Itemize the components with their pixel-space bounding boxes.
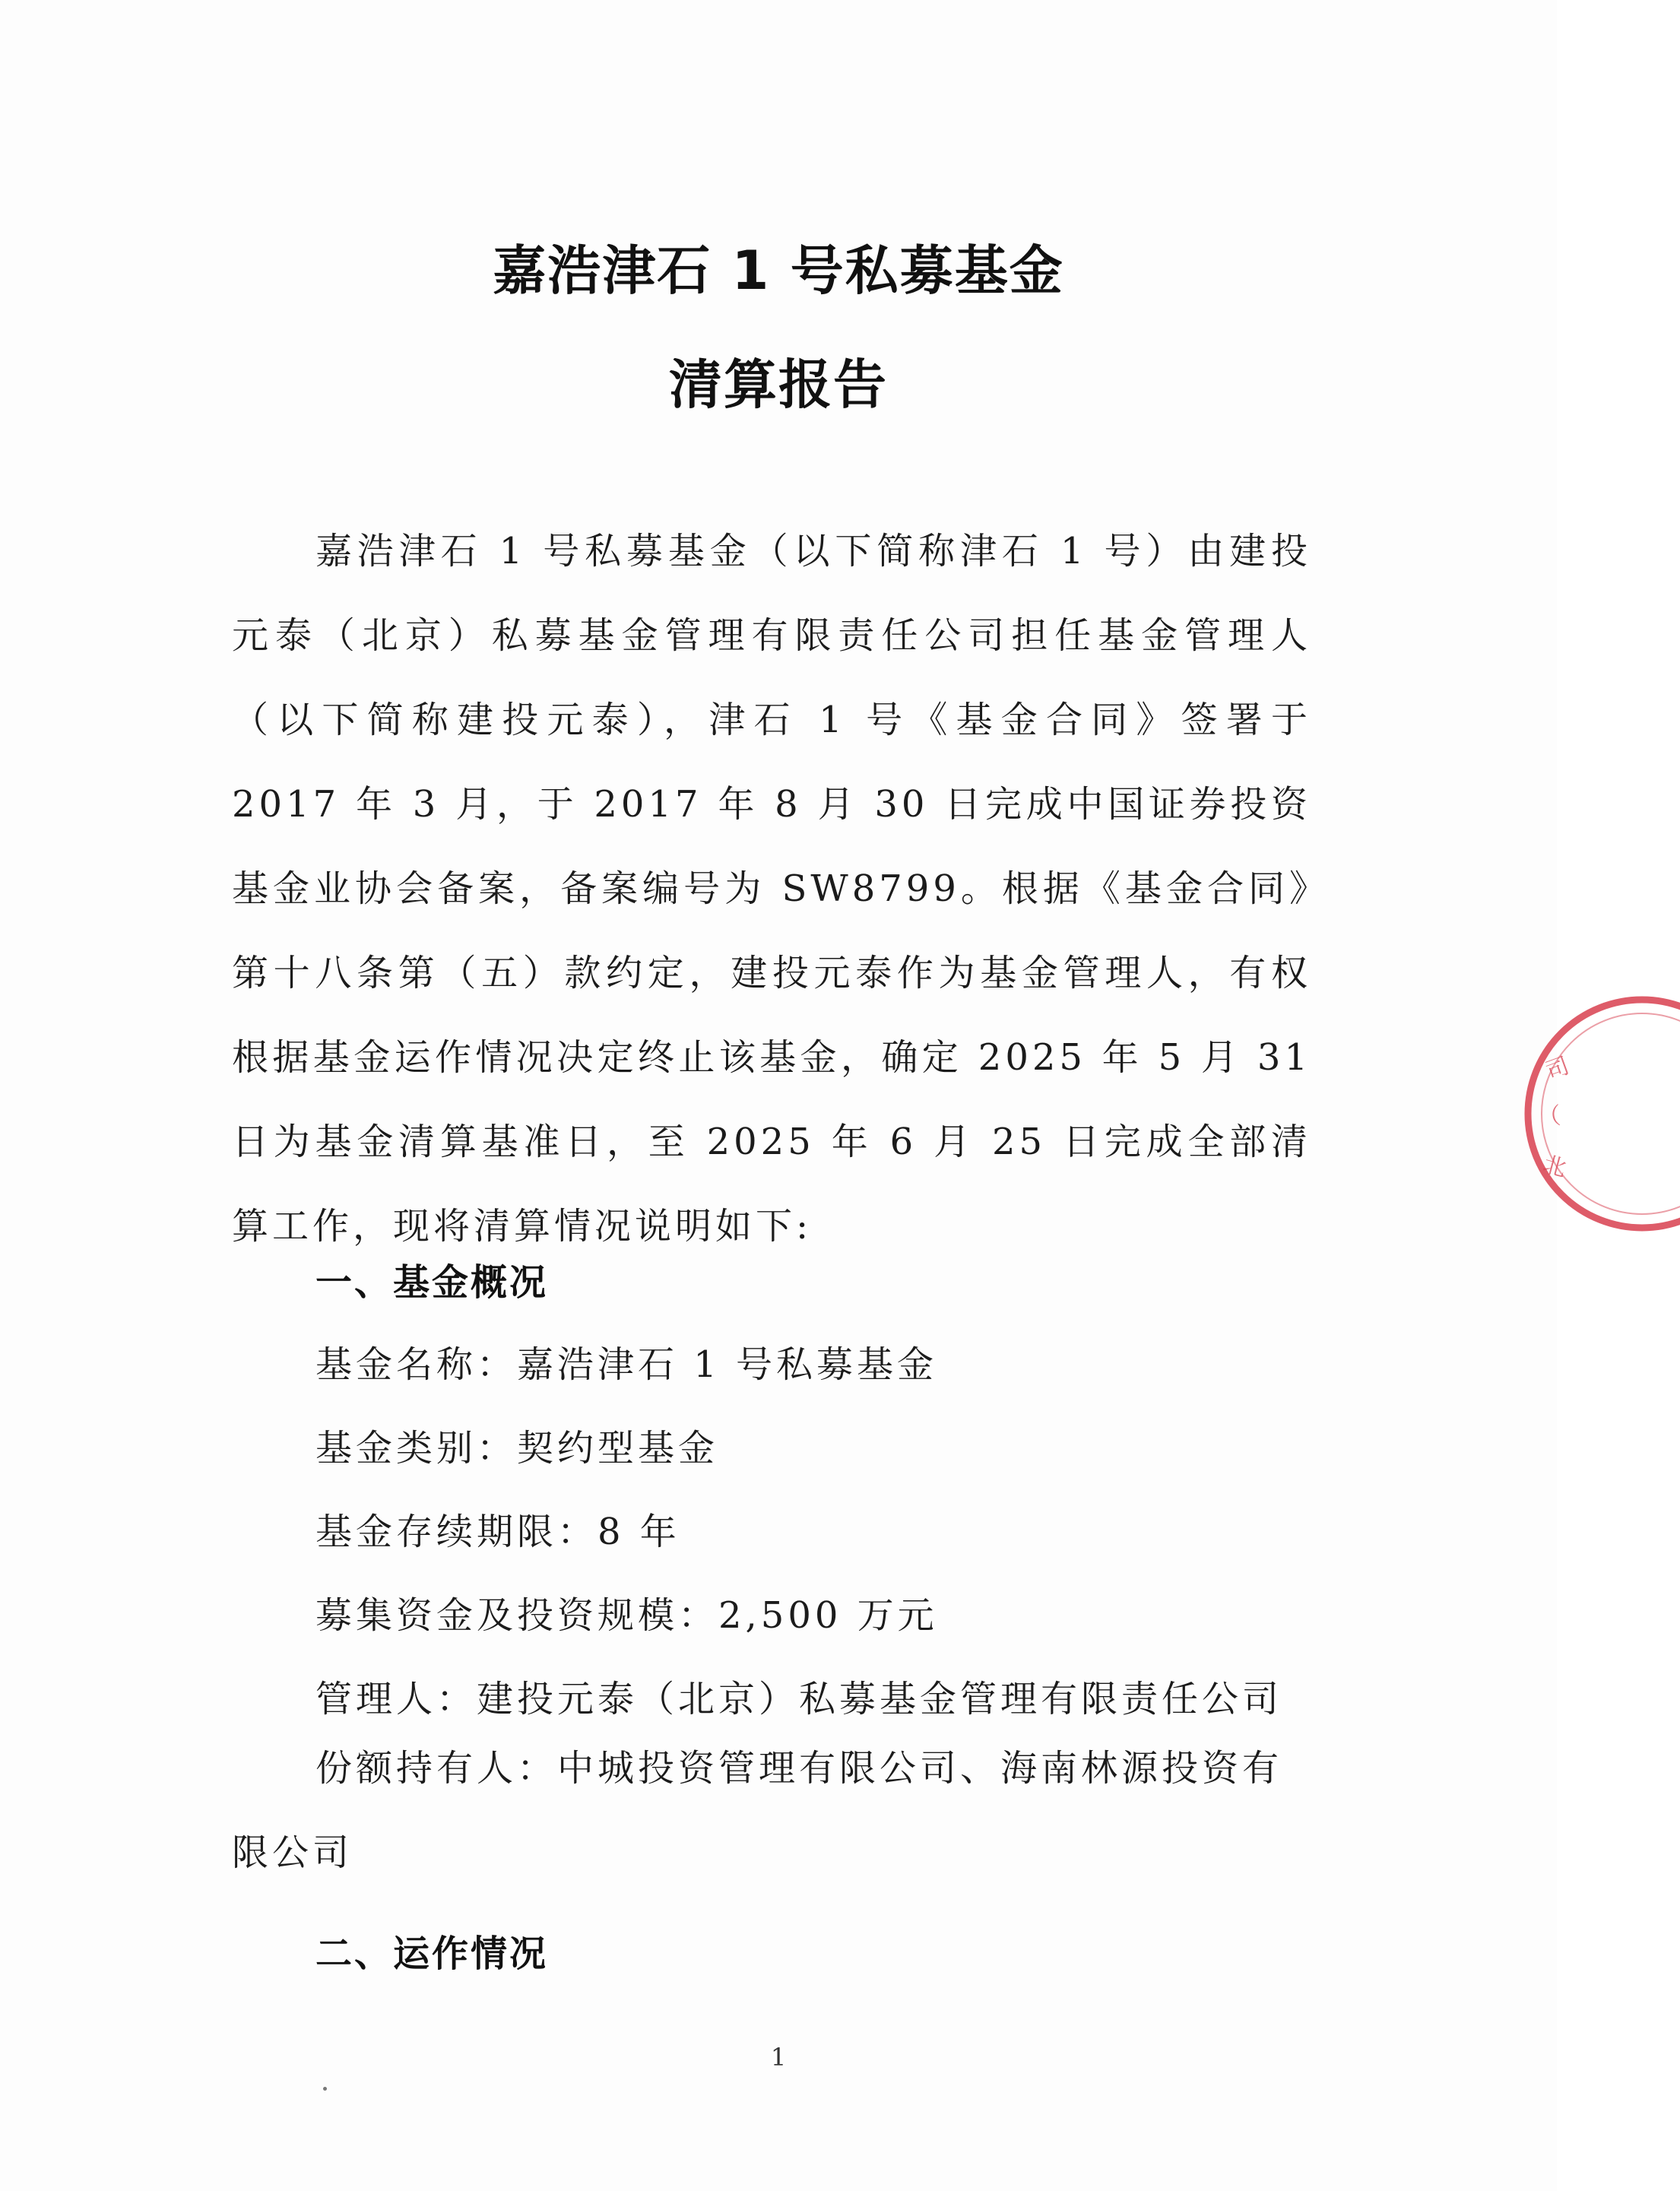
fund-holders-line: 份额持有人：中城投资管理有限公司、海南林源投资有限公司 <box>232 1747 1283 1874</box>
company-seal-stamp <box>1513 988 1680 1239</box>
seal-text-fragment-2: （ <box>1536 1102 1562 1131</box>
seal-text-fragment-3: 北 <box>1539 1150 1569 1183</box>
section-heading-overview: 一、基金概况 <box>315 1261 549 1304</box>
fund-type-line: 基金类别：契约型基金 <box>315 1427 719 1470</box>
fund-manager-line: 管理人：建投元泰（北京）私募基金管理有限责任公司 <box>315 1678 1283 1720</box>
fund-scale-line: 募集资金及投资规模：2,500 万元 <box>315 1594 938 1637</box>
seal-inner-ring <box>1539 1013 1680 1214</box>
fund-name-line: 基金名称：嘉浩津石 1 号私募基金 <box>315 1343 938 1386</box>
section-heading-operation: 二、运作情况 <box>315 1933 549 1975</box>
scan-speck <box>323 2087 327 2091</box>
seal-text-fragment-1: 司 <box>1542 1052 1573 1086</box>
document-title: 嘉浩津石 1 号私募基金 <box>493 239 1064 302</box>
intro-paragraph: 嘉浩津石 1 号私募基金（以下简称津石 1 号）由建投元泰（北京）私募基金管理有限责任公司担任基金管理人（以下简称建投元泰），津石 1 号《基金合同》签署于 2017 年 3 月，于 2017 年 8 月 30 日完成中国证券投资基金业协会备案，备案编号为 SW8799。根据《基金合同》第十八条第（五）款约定，建投元泰作为基金管理人，有权根据基金运作情况决定终止该基金，确定 2025 年 5 月 31 日为基金清算基准日，至 2025 年 6 月 25 日完成全部清算工作，现将清算情况说明如下: <box>232 530 1311 1248</box>
page-number: 1 <box>770 2043 787 2072</box>
fund-duration-line: 基金存续期限：8 年 <box>315 1511 680 1553</box>
document-subtitle: 清算报告 <box>669 354 888 416</box>
